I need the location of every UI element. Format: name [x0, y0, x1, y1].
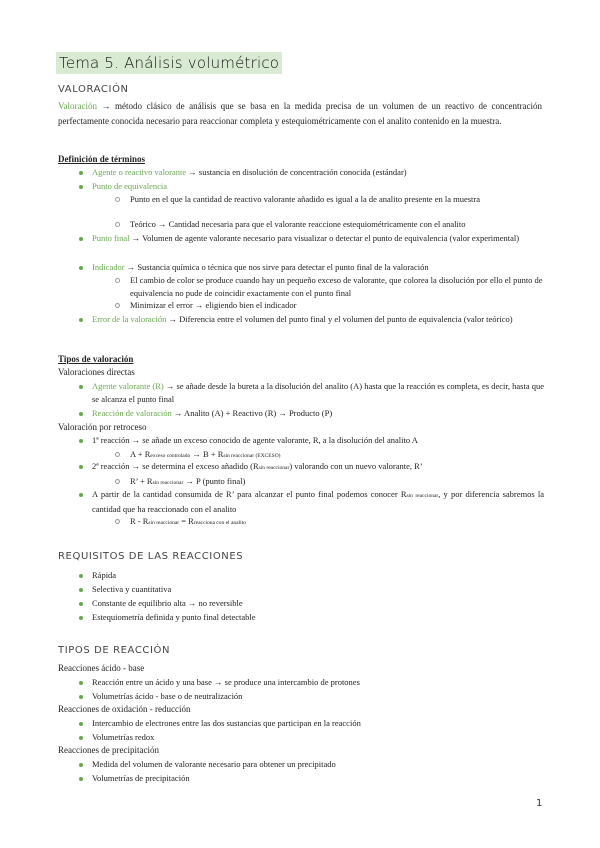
acido-base-label: Reacciones ácido - base — [58, 663, 145, 673]
page-title: Tema 5. Análisis volumétrico — [56, 52, 282, 74]
bullet-icon — [79, 695, 83, 699]
list-item: Estequiometría definida y punto final detectable — [92, 612, 256, 622]
list-item: Volumetrías redox — [92, 732, 155, 742]
bullet-icon — [79, 171, 83, 175]
bullet-icon — [79, 763, 83, 767]
d1-term: Agente valorante (R) — [92, 381, 164, 391]
bullet-icon — [79, 439, 83, 443]
bullet-icon — [79, 465, 83, 469]
indicador-sub1: El cambio de color se produce cuando hay un pequeño exceso de valorante, que colorea la disolución por ello el punto de equivalencia no pude de coincidir exactamente con el punto final — [130, 275, 543, 298]
valoracion-definition: → método clásico de análisis que se basa en la medida precisa de un volumen de un reactivo de concentración perfectamente conocida necesario para reaccionar completa y estequiométricamente con el analito contenido en la muestra. — [58, 101, 542, 126]
r3-sub-small1: sin reaccionar — [148, 520, 180, 526]
redox-label: Reacciones de oxidación - reducción — [58, 704, 191, 714]
precipitacion-label: Reacciones de precipitación — [58, 745, 159, 755]
bullet-icon — [79, 588, 83, 592]
error-term: Error de la valoración — [92, 314, 167, 324]
list-item: Intercambio de electrones entre las dos sustancias que participan en la reacción — [92, 718, 361, 728]
r2-small: sin reaccionar — [258, 465, 290, 471]
r2-sub-small: sin reaccionar — [152, 480, 184, 486]
r3-sub — [130, 515, 544, 530]
bullet-icon — [79, 237, 83, 241]
r1-sub-b: → B + R — [190, 449, 224, 459]
r2-a: 2ª reacción → se determina el exceso añadido (R — [92, 461, 259, 471]
sub-bullet-icon — [115, 278, 120, 283]
list-item: Medida del volumen de valorante necesario para obtener un precipitado — [92, 759, 336, 769]
d2-def: → Analito (A) + Reactivo (R) → Producto (P) — [171, 408, 333, 418]
bullet-icon — [79, 722, 83, 726]
list-item-error — [92, 313, 544, 326]
r3-b: , y por diferencia sabremos la cantidad que ha reaccionado con el analito — [92, 489, 544, 514]
valoracion-term: Valoración — [58, 101, 97, 111]
list-item-indicador — [92, 261, 544, 274]
punto-eq-sub2: Teórico → Cantidad necesaria para que el valorante reaccione estequiométricamente con el analito — [130, 219, 466, 229]
bullet-icon — [79, 574, 83, 578]
r3-sub-a: R - R — [130, 516, 149, 526]
punto-eq-sub1: Punto en el que la cantidad de reactivo valorante añadido es igual a la de analito presente en la muestra — [130, 194, 481, 204]
sub-bullet-icon — [115, 197, 120, 202]
bullet-icon — [79, 616, 83, 620]
r2-sub-a: R’ + R — [130, 476, 153, 486]
list-item-r3 — [92, 488, 544, 515]
r3-sub-small2: reacciona con el analito — [193, 520, 246, 526]
list-item-agente — [92, 166, 544, 179]
bullet-icon — [79, 777, 83, 781]
section-heading-requisitos: REQUISITOS DE LAS REACCIONES — [58, 551, 244, 562]
section-heading-tipos-reaccion: TIPOS DE REACCIÓN — [58, 645, 171, 656]
bullet-icon — [79, 266, 83, 270]
indicador-sub2: Minimizar el error → eligiendo bien el indicador — [130, 300, 297, 310]
error-def: → Diferencia entre el volumen del punto final y el volumen del punto de equivalencia (valor teórico) — [166, 314, 513, 324]
list-item-r2 — [92, 460, 544, 475]
list-item: Reacción entre un ácido y una base → se produce una intercambio de protones — [92, 677, 360, 687]
list-item-reaccion-valoracion — [92, 407, 544, 420]
punto-final-term: Punto final — [92, 233, 130, 243]
r3-sub-b: = R — [179, 516, 194, 526]
sub-bullet-icon — [115, 303, 120, 308]
d2-term: Reacción de valoración — [92, 408, 172, 418]
bullet-icon — [79, 412, 83, 416]
list-item: Selectiva y cuantitativa — [92, 584, 172, 594]
d1-def: → se añade desde la bureta a la disolución del analito (A) hasta que la reacción es completa, es decir, hasta que se alcanza el punto final — [92, 381, 545, 404]
bullet-icon — [79, 385, 83, 389]
list-item-agente-valorante — [92, 380, 544, 405]
r3-a: A partir de la cantidad consumida de R’ para alcanzar el punto final podemos conocer R — [92, 489, 407, 499]
list-item-punto-equivalencia: Punto de equivalencia — [92, 181, 168, 191]
valoracion-retroceso-label: Valoración por retroceso — [58, 422, 147, 432]
valoraciones-directas-label: Valoraciones directas — [58, 367, 135, 377]
bullet-icon — [79, 736, 83, 740]
list-item: Volumetrías ácido - base o de neutralización — [92, 691, 243, 701]
bullet-icon — [79, 185, 83, 189]
list-item: Constante de equilibrio alta → no reversible — [92, 598, 243, 608]
sub-bullet-icon — [115, 479, 120, 484]
agente-def: → sustancia en disolución de concentración conocida (estándar) — [186, 167, 407, 177]
definicion-terminos-heading: Definición de términos — [58, 154, 145, 164]
r3-small: sin reaccionar — [406, 493, 439, 499]
tipos-valoracion-heading: Tipos de valoración — [58, 354, 134, 364]
indicador-def: → Sustancia química o técnica que nos sirve para detectar el punto final de la valoración — [124, 262, 429, 272]
r1-sub-b-small: sin reaccionar (EXCESO) — [223, 453, 281, 459]
bullet-icon — [79, 493, 83, 497]
list-item-punto-final — [92, 232, 544, 245]
list-item: Rápida — [92, 570, 117, 580]
list-item-r1: 1ª reacción → se añade un exceso conocido de agente valorante, R, a la disolución del analito A — [92, 435, 418, 445]
r1-sub-a-small: exceso controlado — [150, 453, 191, 459]
list-item: Volumetrías de precipitación — [92, 773, 190, 783]
sub-bullet-icon — [115, 452, 120, 457]
page-number: 1 — [536, 798, 543, 809]
agente-term: Agente o reactivo valorante — [92, 167, 187, 177]
bullet-icon — [79, 681, 83, 685]
punto-final-def: → Volumen de agente valorante necesario para visualizar o detectar el punto de equivalencia (valor experimental) — [129, 233, 520, 243]
r1-sub-a: A + R — [130, 449, 151, 459]
indicador-term: Indicador — [92, 262, 125, 272]
valoracion-paragraph — [58, 99, 542, 128]
sub-bullet-icon — [115, 519, 120, 524]
bullet-icon — [79, 318, 83, 322]
r2-b: ) valorando con un nuevo valorante, R’ — [289, 461, 423, 471]
section-heading-valoracion: VALORACIÓN — [58, 84, 129, 95]
sub-bullet-icon — [115, 222, 120, 227]
r2-sub-b: → P (punto final) — [183, 476, 246, 486]
bullet-icon — [79, 602, 83, 606]
